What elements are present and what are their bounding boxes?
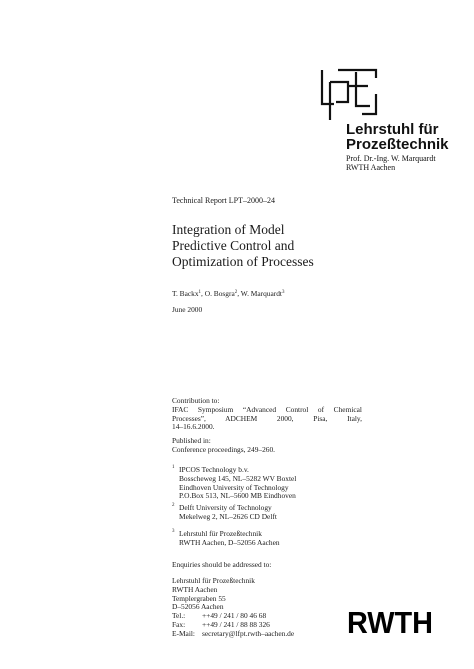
report-date: June 2000 — [172, 305, 203, 314]
affiliation-number: 2 — [172, 503, 175, 508]
address-line: D–52056 Aachen — [172, 602, 224, 612]
chair-university: RWTH Aachen — [346, 163, 396, 172]
contribution-block — [172, 397, 362, 432]
fax-label: Fax: — [172, 619, 186, 629]
email-value: secretary@lfpt.rwth–aachen.de — [202, 628, 295, 638]
affiliation-line: IPCOS Technology b.v. — [179, 465, 249, 474]
contribution-line: 14–16.6.2000. — [172, 422, 215, 432]
authors: T. Backx$^1$, O. Bosgra$^2$, W. Marquardt$^3$ — [172, 289, 285, 298]
author-name: O. Bosgra — [204, 289, 235, 298]
rwth-logo-text: RWTH — [347, 606, 433, 636]
rwth-logo-icon — [347, 606, 433, 636]
affiliation-line: Delft University of Technology — [179, 503, 272, 512]
postal-address — [172, 577, 255, 612]
address-line: RWTH Aachen — [172, 584, 218, 594]
email-label: E-Mail: — [172, 628, 195, 638]
fax-value: ++49 / 241 / 88 88 326 — [202, 619, 270, 629]
chair-name — [346, 122, 449, 152]
report-title — [172, 222, 314, 270]
address-line: Lehrstuhl für Prozeßtechnik — [172, 576, 255, 585]
published-heading: Published in: — [172, 436, 211, 445]
chair-name-line1: Lehrstuhl für — [346, 121, 439, 138]
affiliation-line: P.O.Box 513, NL–5600 MB Eindhoven — [179, 491, 296, 501]
affiliation-line: Lehrstuhl für Prozeßtechnik — [179, 529, 262, 538]
affiliation-number: 1 — [172, 465, 175, 470]
author-affiliation-mark: 2 — [234, 290, 238, 295]
published-line: Conference proceedings, 249–260. — [172, 444, 276, 454]
published-block — [172, 437, 275, 455]
lpt-logo-icon — [318, 68, 380, 122]
affiliation-1 — [172, 466, 296, 501]
chair-name-line2: Prozeßtechnik — [346, 136, 449, 153]
enquiries-heading — [172, 561, 271, 570]
author-name: W. Marquardt — [240, 289, 282, 298]
tel-label: Tel.: — [172, 611, 186, 620]
affiliation-3 — [172, 530, 280, 548]
tel-value: ++49 / 241 / 80 46 68 — [202, 611, 267, 620]
author-affiliation-mark: 3 — [281, 290, 285, 295]
title-line: Predictive Control and — [172, 238, 295, 253]
author-affiliation-mark: 1 — [198, 290, 202, 295]
affiliation-line: RWTH Aachen, D–52056 Aachen — [179, 537, 280, 547]
title-line: Integration of Model — [172, 222, 285, 237]
affiliation-2 — [172, 504, 277, 522]
address-line: Templergraben 55 — [172, 593, 226, 603]
contribution-heading: Contribution to: — [172, 396, 220, 405]
report-number: Technical Report LPT–2000–24 — [172, 196, 275, 205]
enquiries-text: Enquiries should be addressed to: — [172, 560, 272, 569]
contribution-line: IFAC Symposium “Advanced Control of Chemical — [172, 404, 362, 414]
chair-professor: Prof. Dr.-Ing. W. Marquardt — [346, 154, 436, 163]
author-name: T. Backx — [172, 289, 199, 298]
contribution-line: Processes”, ADCHEM 2000, Pisa, Italy, — [172, 413, 362, 423]
affiliation-line: Mekelweg 2, NL–2626 CD Delft — [179, 511, 277, 521]
affiliation-line: Bosscheweg 145, NL–5282 WV Boxtel — [179, 473, 297, 483]
title-line: Optimization of Processes — [172, 254, 314, 269]
affiliation-line: Eindhoven University of Technology — [179, 482, 289, 492]
affiliation-number: 3 — [172, 529, 175, 534]
